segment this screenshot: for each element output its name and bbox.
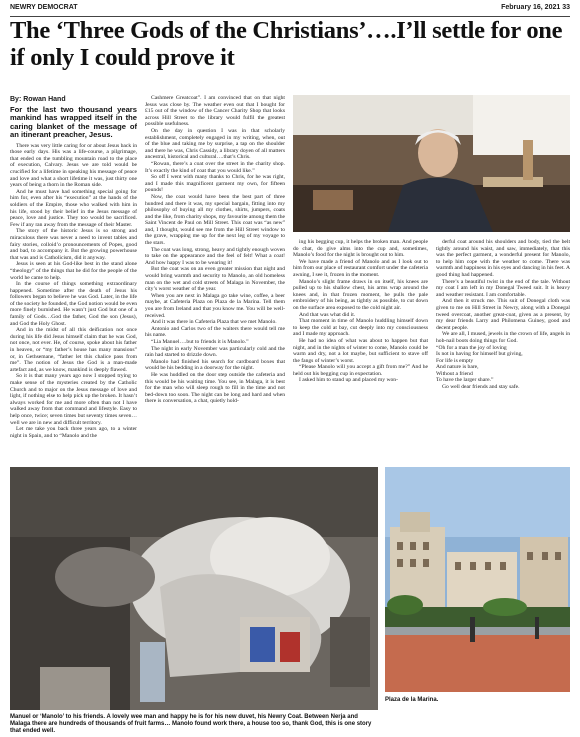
paragraph: Go well dear friends and stay safe. xyxy=(442,384,520,391)
paragraph: And that was what did it. xyxy=(299,311,356,318)
paragraph: I asked him to stand up and placed my won- xyxy=(299,377,398,384)
page-date: February 16, 2021 33 xyxy=(501,4,570,11)
manolo-photo-illustration xyxy=(10,467,378,710)
article-column-3 xyxy=(293,239,428,462)
paragraph: Manolo’s slight frame draws in on itself, his knees are pulled up to his shallow chest, his arms wrap around the knees and, in that frozen moment, he pulls the pale embroidery of his being, as tightly as possible, to cut down on the surface area exposed to the cold night air. xyxy=(293,278,428,311)
article-column-4 xyxy=(436,239,570,462)
plaza-photo-illustration xyxy=(385,467,570,692)
paragraph: We have made a friend of Manolo and as I look out to him from our place of restaurant comfort under the cafeteria awning, I see it, frozen in the moment. xyxy=(293,258,428,278)
paragraph: And it was there in Cafeteria Plaza that we met Manolo. xyxy=(151,319,277,326)
paragraph: The coat was long, strong, heavy and tightly enough woven to take on the appearance and the feel of felt! What a coat! And how happy I was to be wearing it! xyxy=(145,246,285,266)
author-photo-illustration xyxy=(293,95,570,232)
paragraph: And in the midst of all this deification not once during his life did Jesus himself claim that he was God, not once, not ever. He, of course, spoke about his father in heaven, or “my father’s house has many mansions” or, in Gethsemane, “father let this chalice pass from me”. The notion of Jesus the God is a man-made artefact and, as we know, mankind is deeply flawed. xyxy=(10,327,137,373)
paragraph: For life is empty xyxy=(436,357,474,364)
paragraph: And he must have had something special going for him for, even after his “execution” at the hands of the soldiers of the Empire, those who walked with him in his life, stood by their belief in the Jesus message of peace, love and justice. They too would be sacrificed. Few if any ran away from the message of their Master. xyxy=(10,188,137,228)
paragraph: In the course of things something extraordinary happened. Sometime after the death of Jesus his followers began to believe he was God. Later, in the life of the society he founded, the God notion would be even more finely burnished. He wasn’t just God but one of a family of Gods…God the father, God the son (Jesus), and God the Holy Ghost. xyxy=(10,281,137,327)
caption-plaza: Plaza de la Marina. xyxy=(385,697,439,703)
byline: By: Rowan Hand xyxy=(10,96,66,103)
paragraph: When you are next in Malaga go take wine, coffee, a beer maybe, at Cafeteria Plaza on Plaza de la Marina. Tell them you are from Ireland and that you know me. You will be well-received. xyxy=(145,292,285,319)
paragraph: Antonio and Carlos two of the waiters there would tell me his name. xyxy=(145,325,285,339)
paragraph: On the day in question I was in that scholarly establishment, completely engaged in my writing, when, out of the blue and taking me by surprise, a tap on the shoulder and there he was, Chris Cassidy, a library doyen of all matters ancestral, historical and cultural….that’s Chris. xyxy=(145,127,285,161)
paragraph: The night in early November was particularly cold and the rain had started to drizzle down. xyxy=(145,345,285,359)
paragraph: To have the larger share.” xyxy=(436,377,494,384)
paragraph: That moment in time of Manolo huddling himself down to keep the cold at bay, cut deeply into my consciousness and I made my approach. xyxy=(293,318,428,338)
paragraph: We are all, I mused, jewels in the crown of life, angels in hob-nail boots doing things for God. xyxy=(436,331,570,344)
paragraph: Now, the coat would have been the best part of three hundred and there it was, my special bargain, fitting into my philosophy of buying all my clothes, shirts, jumpers, coats and the like, from charity shops, my favourite among them the Saint Vincent de Paul on Mill Street. This coat was “as new” and, I thought, would see me from the Hill Street window to the grave, wrapping me up for the next leg of my voyage to the stars. xyxy=(145,193,285,247)
paragraph: Manolo had finished his search for cardboard boxes that would be his bedding in a doorway for the night. xyxy=(145,358,285,372)
paragraph: “Oh for a man the joy of loving xyxy=(436,344,507,351)
paragraph: He was huddled on the door step outside the cafeteria and this would be his waiting time. You see, in Malaga, it is best for the man who will sleep rough to fill in the time and not bed-down too soon. The night can be long and hard and when there is conversation, a chat, quietly hold- xyxy=(145,371,285,405)
paragraph: There’s a beautiful twist in the end of the tale. Without my coat I am left in my Donegal Tweed suit. It is heavy and weather resistant. I am comfortable. xyxy=(436,278,570,298)
paragraph: There was very little caring for or about Jesus back in those early days. His was a life-course, a pilgrimage, that ended on the tumbling mountain road to the place of execution, Calvary. Jesus we are told would be crucified for a lifetime in speaking his message of peace and love and what a short lifetime it was, just thirty one years of being a thorn in the Roman side. xyxy=(10,142,137,189)
photo-author-at-table xyxy=(293,95,570,232)
paragraph: Let me take you back three years ago, to a winter night in Spain, and to “Manolo and the xyxy=(10,426,137,439)
paragraph: derful coat around his shoulders and body, tied the belt tightly around his waist, and saw, immediately, that this was the perfect garment, a wonderful present for Manolo, to help him cope with the weather to come. There was warmth and happiness in his eyes and dancing in his feet. A good thing had happened. xyxy=(436,239,570,278)
paragraph: He had no idea of what was about to happen but that night, and in the nights of winter to come, Manolo could be warm and dry, not a lot maybe, but sufficient to stave off the fangs of winter’s worst. xyxy=(293,337,428,364)
paragraph: ing his begging cup, it helps the broken man. And people do chat, do give alms into the cup and, sometimes, Manolo’s food for the night is brought out to him. xyxy=(293,239,428,259)
paragraph: “Lia Manuel….but to friends it is Manolo.” xyxy=(151,338,249,345)
masthead xyxy=(10,4,570,17)
paragraph: The story of the historic Jesus is so strong and miraculous there was never a need to invent tables and fairy stories, colloid’o pronouncements of Popes, good and bad, to accompany it. But the growing powerhouse that was and is Catholicism, did it anyway. xyxy=(10,228,137,261)
paragraph: And nature is bare, xyxy=(436,364,479,371)
photo-plaza-de-la-marina xyxy=(385,467,570,692)
paragraph: Without a friend xyxy=(436,370,473,377)
paragraph: So it is that many years ago now I stopped trying to make sense of the mysteries created by the Catholic Church and to major on the Jesus message of love and light, if nothing else to help pick up the broken. It hasn’t always worked for me and more often than not I have walked away from that command and lifestyle. Easy to help once, twice; seven times but seventy times seven…well we are in new and difficult territory. xyxy=(10,373,137,426)
article-column-1 xyxy=(10,106,137,462)
paragraph: Is not in having for himself but giving, xyxy=(436,351,523,358)
paragraph: Jesus is seen at his God-like best in the stand alone “theology” of the things that he did for the people of the world he came to help. xyxy=(10,261,137,281)
paragraph: “Rowan, there’s a coat over the street in the charity shop. It’s exactly the kind of coat that you would like.” xyxy=(145,160,285,174)
paragraph: So off I went with many thanks to Chris, for he was right, and I made this magnificent garment my own, for fifteen pounds! xyxy=(145,174,285,194)
paper-name: NEWRY DEMOCRAT xyxy=(10,4,78,11)
standfirst: For the last two thousand years mankind has wrapped itself in the caring blanket of the message of an itinerant preacher, Jesus. xyxy=(10,106,137,140)
paragraph: “Please Manolo will you accept a gift from me?” And he held out his begging cup in expectation. xyxy=(293,364,428,377)
caption-manolo: Manuel or ‘Manolo’ to his friends. A lovely wee man and happy he is for his new duvet, his Newry Coat. Between Nerja and Malaga there are hundreds of thousands of fruit farms… Manolo found work there, a house too so, thank God, this is one story that ended well. xyxy=(10,714,372,734)
article-column-2 xyxy=(145,95,285,462)
headline: The ‘Three Gods of the Christians’….I’ll settle for one if only I could prove it xyxy=(10,17,563,71)
paragraph: And then it struck me. This suit of Donegal cloth was given to me on Hill Street in Newry, along with a Donegal tweed overcoat, another great-coat, given as a present, by my dear friends Larry and Philomena Guiney, good and decent people. xyxy=(436,298,570,331)
paragraph: But the coat was on an even greater mission that night and would bring warmth and security to Manolo, an old homeless man on the wet and cold streets of Malaga in November, the city’s worst weather of the year. xyxy=(145,266,285,293)
paragraph: Cashmere Greatcoat”. I am convinced that on that night Jesus was close by. The weather even out that I bought for £15 out of the window of the Cancer Charity Shop that looks across Hill Street to the library would fulfil the greatest possible usefulness. xyxy=(145,95,285,128)
photo-manolo-in-doorway xyxy=(10,467,378,710)
